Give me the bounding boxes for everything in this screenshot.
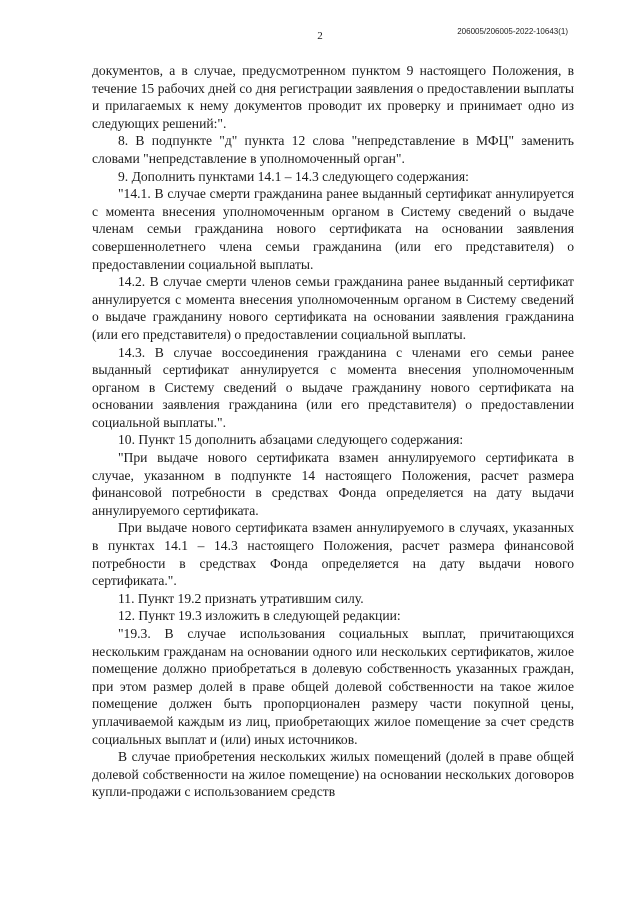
document-id: 206005/206005-2022-10643(1)	[457, 27, 568, 36]
paragraph: В случае приобретения нескольких жилых помещений (долей в праве общей долевой собственности на жилое помещение) на основании нескольких договоров купли-продажи с использованием средств	[92, 749, 574, 800]
paragraph: 9. Дополнить пунктами 14.1 – 14.3 следующего содержания:	[118, 168, 469, 184]
paragraph: "14.1. В случае смерти гражданина ранее выданный сертификат аннулируется с момента внесения уполномоченным органом в Систему сведений о выдаче членам семьи гражданина нового сертификата на основании заявления совершеннолетнего члена семьи гражданина (или его представителя) о предоставлении социальной выплаты.	[92, 186, 574, 272]
paragraph: 14.3. В случае воссоединения гражданина с членами его семьи ранее выданный сертификат аннулируется с момента внесения уполномоченным органом в Систему сведений о выдаче гражданину нового сертификата на основании заявления гражданина (или его представителя) о предоставлении социальной выплаты.".	[92, 344, 574, 430]
paragraph: "19.3. В случае использования социальных выплат, причитающихся нескольким гражданам на основании одного или нескольких сертификатов, жилое помещение должно приобретаться в долевую собственность указанных граждан, при этом размер долей в праве общей долевой собственности на такое жилое помещение должен быть пропорционален размеру части покупной цены, уплачиваемой каждым из лиц, приобретающих жилое помещение за счет средств социальных выплат и (или) иных источников.	[92, 626, 574, 747]
paragraph: 10. Пункт 15 дополнить абзацами следующего содержания:	[118, 432, 464, 448]
document-body	[92, 62, 574, 801]
paragraph: 11. Пункт 19.2 признать утратившим силу.	[118, 590, 364, 606]
paragraph: 8. В подпункте "д" пункта 12 слова "непредставление в МФЦ" заменить словами "непредставление в уполномоченный орган".	[92, 133, 574, 166]
paragraph: 14.2. В случае смерти членов семьи гражданина ранее выданный сертификат аннулируется с момента внесения уполномоченным органом в Систему сведений о выдаче гражданину нового сертификата на основании заявления гражданина (или его представителя) о предоставлении социальной выплаты.	[92, 274, 574, 342]
page-number: 2	[317, 30, 323, 42]
paragraph: При выдаче нового сертификата взамен аннулируемого в случаях, указанных в пунктах 14.1 – 14.3 настоящего Положения, расчет размера финансовой потребности в средствах Фонда определяется на дату выдачи нового сертификата.".	[92, 520, 574, 589]
paragraph: документов, а в случае, предусмотренном пунктом 9 настоящего Положения, в течение 15 рабочих дней со дня регистрации заявления о предоставлении выплаты и прилагаемых к нему документов проводит их проверку и принимает одно из следующих решений:".	[92, 63, 574, 131]
paragraph: "При выдаче нового сертификата взамен аннулируемого сертификата в случае, указанном в подпункте 14 настоящего Положения, расчет размера финансовой потребности в средствах Фонда определяется на дату выдачи аннулируемого сертификата.	[92, 450, 574, 518]
paragraph: 12. Пункт 19.3 изложить в следующей редакции:	[118, 608, 401, 624]
